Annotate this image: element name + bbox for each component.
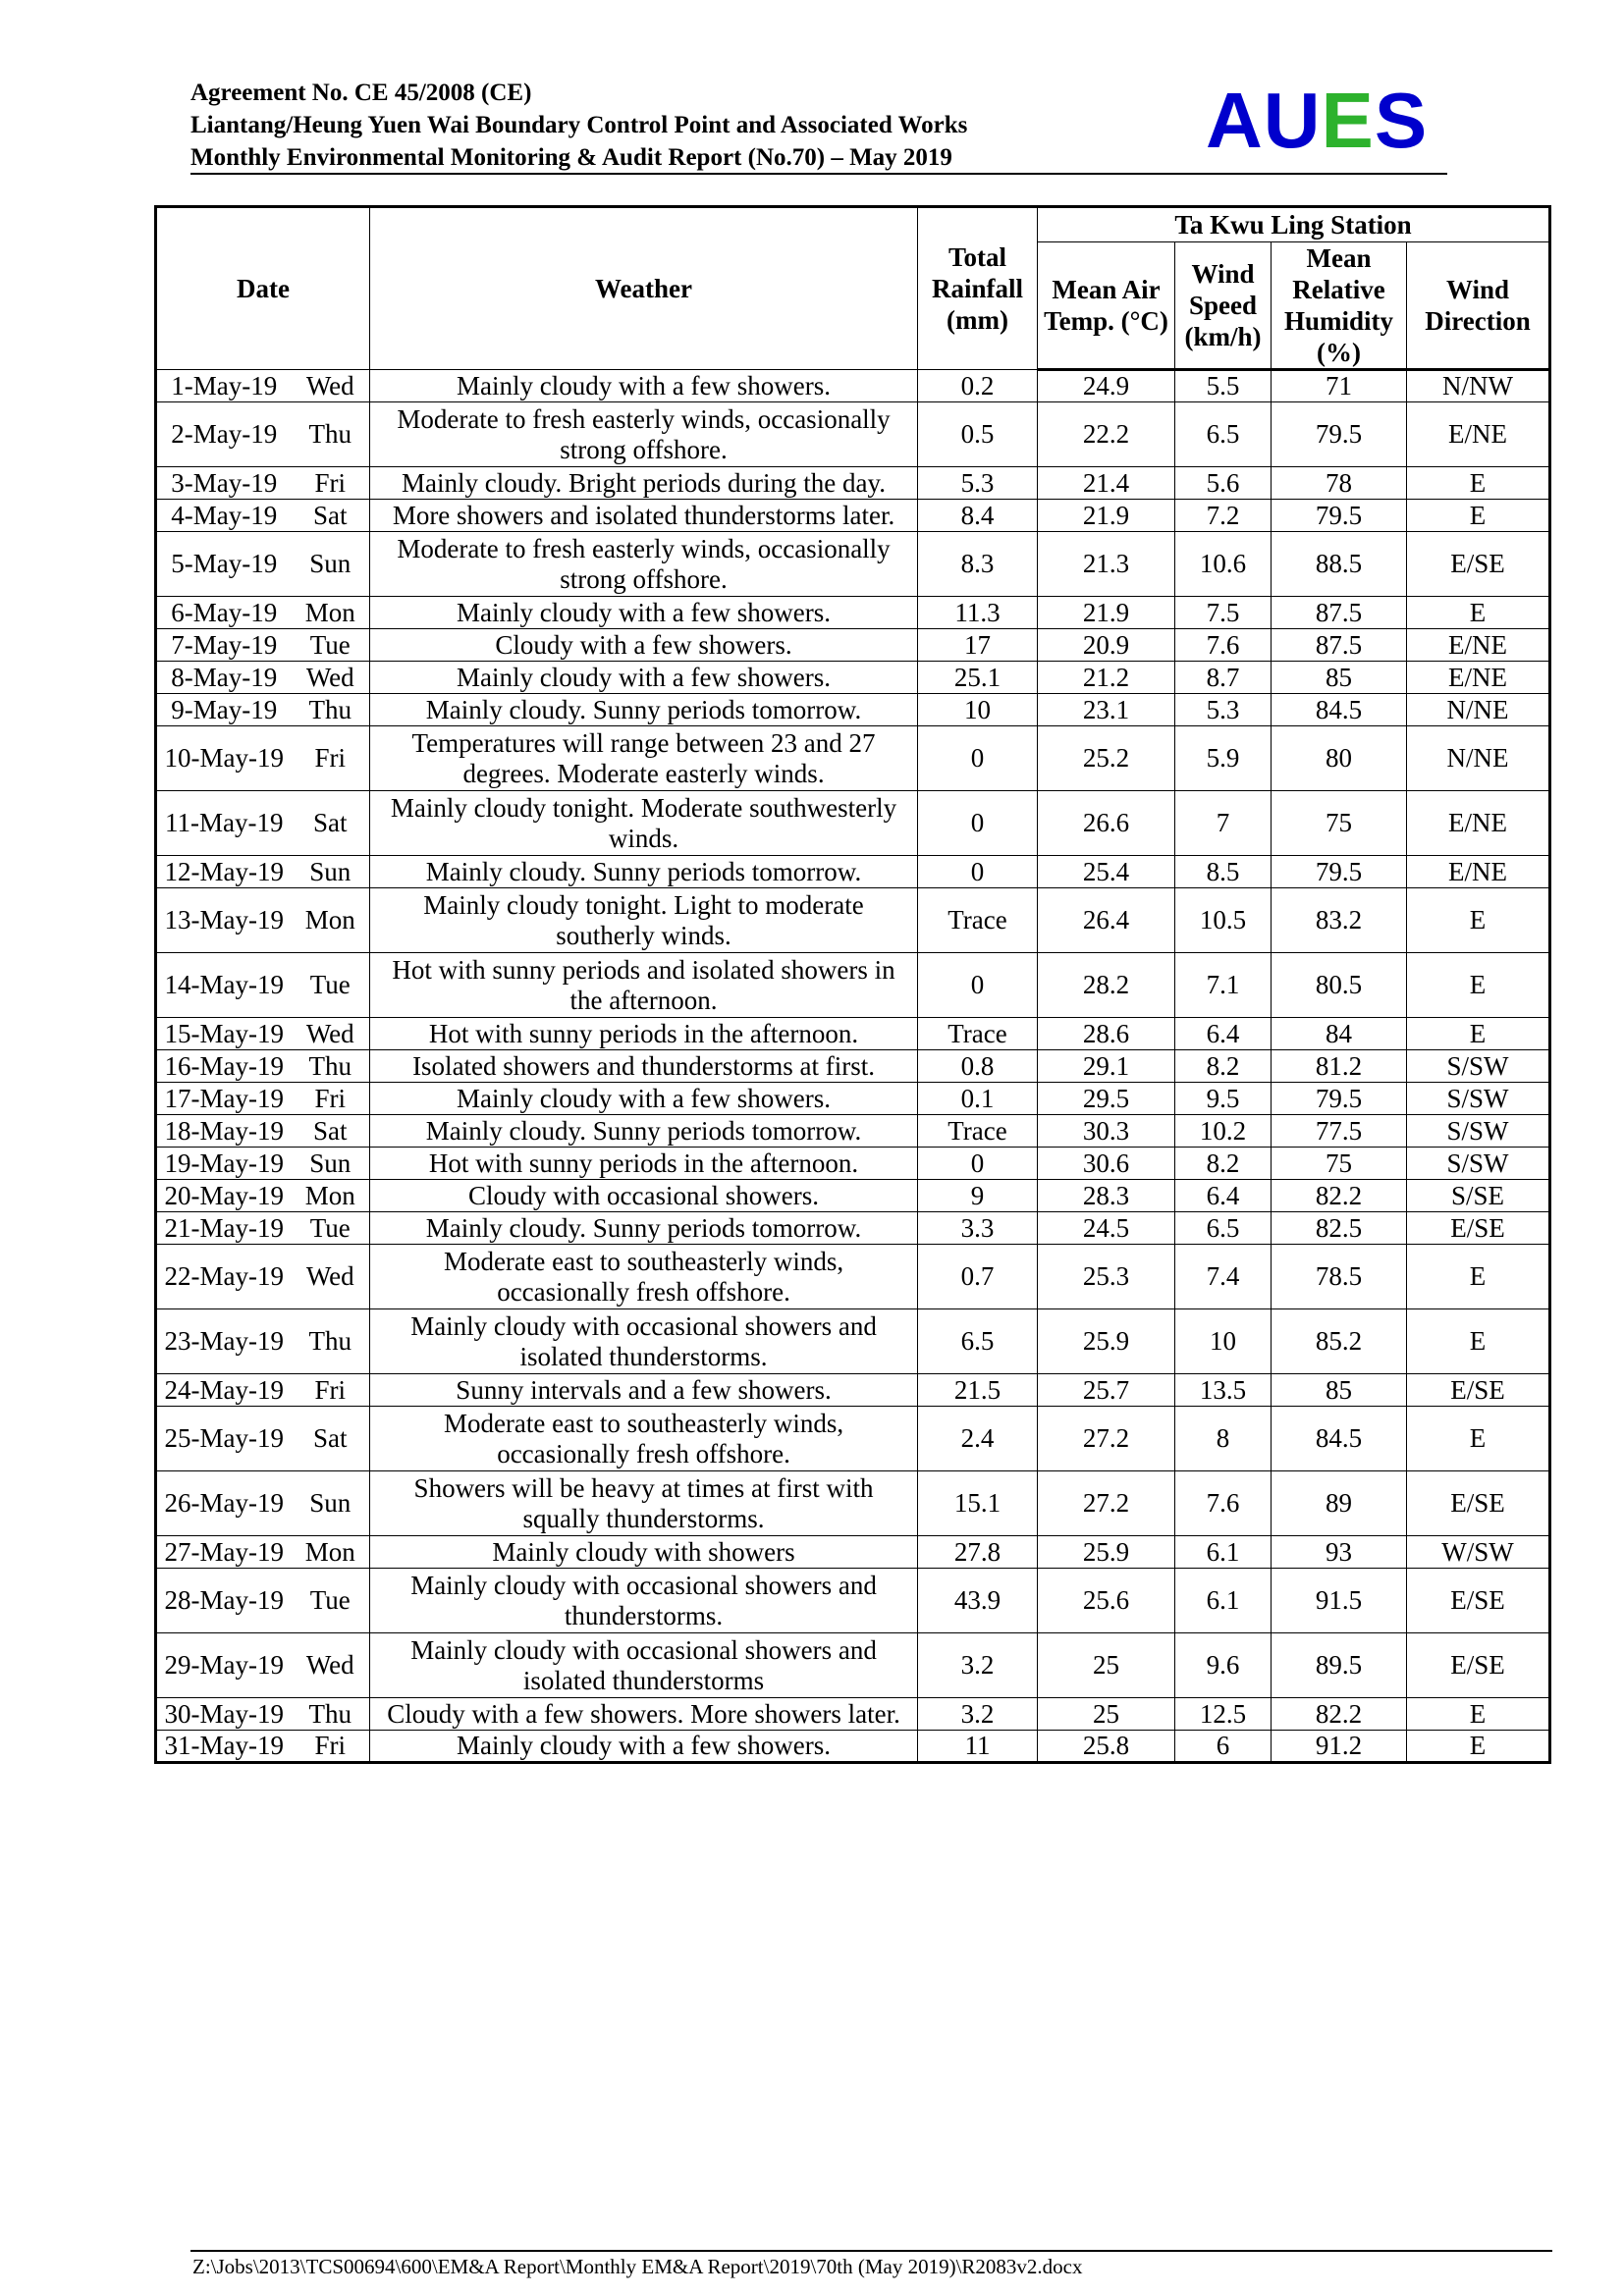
rainfall-cell: 11 xyxy=(918,1731,1038,1763)
header-divider xyxy=(190,173,1447,175)
table-row xyxy=(156,1309,1550,1374)
day-cell: Wed xyxy=(292,1018,370,1050)
temp-cell: 25.7 xyxy=(1038,1374,1175,1407)
weather-cell: Mainly cloudy with a few showers. xyxy=(370,1083,918,1115)
day-cell: Fri xyxy=(292,1083,370,1115)
date-cell: 21-May-19 xyxy=(156,1212,292,1245)
table-row xyxy=(156,726,1550,791)
rainfall-cell: 8.3 xyxy=(918,532,1038,597)
humidity-cell: 75 xyxy=(1272,1148,1407,1180)
logo-text-blue-2: S xyxy=(1374,77,1429,164)
humidity-cell: 85 xyxy=(1272,662,1407,694)
table-row xyxy=(156,1471,1550,1536)
header-temp: Mean Air Temp. (°C) xyxy=(1038,242,1175,370)
temp-cell: 21.4 xyxy=(1038,467,1175,500)
humidity-cell: 82.2 xyxy=(1272,1698,1407,1731)
temp-cell: 22.2 xyxy=(1038,402,1175,467)
rainfall-cell: 9 xyxy=(918,1180,1038,1212)
weather-cell: Mainly cloudy with occasional showers and isolated thunderstorms. xyxy=(370,1309,918,1374)
wind-speed-cell: 6.1 xyxy=(1175,1536,1272,1569)
table-row xyxy=(156,1698,1550,1731)
weather-cell: More showers and isolated thunderstorms later. xyxy=(370,500,918,532)
weather-cell: Mainly cloudy with a few showers. xyxy=(370,1731,918,1763)
date-cell: 7-May-19 xyxy=(156,629,292,662)
table-row xyxy=(156,402,1550,467)
wind-direction-cell: E xyxy=(1407,467,1550,500)
day-cell: Mon xyxy=(292,1180,370,1212)
humidity-cell: 79.5 xyxy=(1272,500,1407,532)
rainfall-cell: 17 xyxy=(918,629,1038,662)
date-cell: 13-May-19 xyxy=(156,888,292,953)
temp-cell: 24.5 xyxy=(1038,1212,1175,1245)
logo-text-green: E xyxy=(1321,77,1375,164)
rainfall-cell: 21.5 xyxy=(918,1374,1038,1407)
humidity-cell: 89.5 xyxy=(1272,1633,1407,1698)
weather-cell: Moderate east to southeasterly winds, occasionally fresh offshore. xyxy=(370,1407,918,1471)
table-row xyxy=(156,1374,1550,1407)
table-row xyxy=(156,1083,1550,1115)
weather-cell: Mainly cloudy with a few showers. xyxy=(370,597,918,629)
temp-cell: 26.6 xyxy=(1038,791,1175,856)
humidity-cell: 88.5 xyxy=(1272,532,1407,597)
wind-direction-cell: S/SE xyxy=(1407,1180,1550,1212)
header-weather: Weather xyxy=(370,207,918,370)
day-cell: Sun xyxy=(292,1471,370,1536)
table-row xyxy=(156,500,1550,532)
rainfall-cell: 0 xyxy=(918,953,1038,1018)
rainfall-cell: 0.2 xyxy=(918,370,1038,402)
wind-direction-cell: E/SE xyxy=(1407,1633,1550,1698)
weather-cell: Moderate east to southeasterly winds, occasionally fresh offshore. xyxy=(370,1245,918,1309)
day-cell: Thu xyxy=(292,1050,370,1083)
humidity-cell: 80 xyxy=(1272,726,1407,791)
temp-cell: 29.1 xyxy=(1038,1050,1175,1083)
wind-speed-cell: 5.6 xyxy=(1175,467,1272,500)
humidity-cell: 79.5 xyxy=(1272,1083,1407,1115)
day-cell: Tue xyxy=(292,629,370,662)
wind-direction-cell: E/SE xyxy=(1407,1212,1550,1245)
wind-direction-cell: N/NE xyxy=(1407,694,1550,726)
rainfall-cell: 0 xyxy=(918,791,1038,856)
humidity-cell: 78 xyxy=(1272,467,1407,500)
aues-logo xyxy=(1206,77,1428,165)
report-title: Monthly Environmental Monitoring & Audit Report (No.70) – May 2019 xyxy=(190,144,952,171)
temp-cell: 27.2 xyxy=(1038,1407,1175,1471)
day-cell: Tue xyxy=(292,953,370,1018)
wind-speed-cell: 7.5 xyxy=(1175,597,1272,629)
agreement-number: Agreement No. CE 45/2008 (CE) xyxy=(190,80,532,106)
table-row xyxy=(156,1180,1550,1212)
temp-cell: 25 xyxy=(1038,1633,1175,1698)
date-cell: 24-May-19 xyxy=(156,1374,292,1407)
humidity-cell: 85.2 xyxy=(1272,1309,1407,1374)
file-path: Z:\Jobs\2013\TCS00694\600\EM&A Report\Monthly EM&A Report\2019\70th (May 2019)\R2083v2.docx xyxy=(192,2255,1083,2278)
day-cell: Sun xyxy=(292,1148,370,1180)
humidity-cell: 82.5 xyxy=(1272,1212,1407,1245)
wind-direction-cell: E/NE xyxy=(1407,402,1550,467)
wind-speed-cell: 7.4 xyxy=(1175,1245,1272,1309)
wind-direction-cell: E xyxy=(1407,953,1550,1018)
rainfall-cell: 0.5 xyxy=(918,402,1038,467)
wind-speed-cell: 8.2 xyxy=(1175,1148,1272,1180)
temp-cell: 30.6 xyxy=(1038,1148,1175,1180)
day-cell: Mon xyxy=(292,597,370,629)
date-cell: 4-May-19 xyxy=(156,500,292,532)
date-cell: 3-May-19 xyxy=(156,467,292,500)
day-cell: Sat xyxy=(292,1407,370,1471)
wind-speed-cell: 12.5 xyxy=(1175,1698,1272,1731)
day-cell: Tue xyxy=(292,1212,370,1245)
wind-direction-cell: E xyxy=(1407,1407,1550,1471)
rainfall-cell: 10 xyxy=(918,694,1038,726)
rainfall-cell: 11.3 xyxy=(918,597,1038,629)
table-row xyxy=(156,1407,1550,1471)
day-cell: Thu xyxy=(292,694,370,726)
wind-direction-cell: W/SW xyxy=(1407,1536,1550,1569)
humidity-cell: 71 xyxy=(1272,370,1407,402)
wind-direction-cell: E xyxy=(1407,1731,1550,1763)
humidity-cell: 82.2 xyxy=(1272,1180,1407,1212)
table-row xyxy=(156,597,1550,629)
date-cell: 27-May-19 xyxy=(156,1536,292,1569)
humidity-cell: 87.5 xyxy=(1272,597,1407,629)
table-row xyxy=(156,1245,1550,1309)
temp-cell: 25.9 xyxy=(1038,1309,1175,1374)
wind-speed-cell: 6.4 xyxy=(1175,1180,1272,1212)
wind-speed-cell: 5.3 xyxy=(1175,694,1272,726)
header-humidity: Mean Relative Humidity (%) xyxy=(1272,242,1407,370)
table-row xyxy=(156,888,1550,953)
weather-cell: Mainly cloudy. Sunny periods tomorrow. xyxy=(370,1212,918,1245)
rainfall-cell: 6.5 xyxy=(918,1309,1038,1374)
wind-direction-cell: E/SE xyxy=(1407,1374,1550,1407)
weather-cell: Mainly cloudy with showers xyxy=(370,1536,918,1569)
wind-direction-cell: S/SW xyxy=(1407,1083,1550,1115)
day-cell: Wed xyxy=(292,370,370,402)
date-cell: 26-May-19 xyxy=(156,1471,292,1536)
weather-cell: Mainly cloudy with occasional showers and thunderstorms. xyxy=(370,1569,918,1633)
weather-cell: Moderate to fresh easterly winds, occasionally strong offshore. xyxy=(370,532,918,597)
rainfall-cell: 0.8 xyxy=(918,1050,1038,1083)
wind-speed-cell: 6.5 xyxy=(1175,1212,1272,1245)
wind-direction-cell: N/NE xyxy=(1407,726,1550,791)
table-row xyxy=(156,532,1550,597)
table-row xyxy=(156,1050,1550,1083)
temp-cell: 26.4 xyxy=(1038,888,1175,953)
day-cell: Wed xyxy=(292,662,370,694)
header-station: Ta Kwu Ling Station xyxy=(1038,207,1550,242)
weather-cell: Moderate to fresh easterly winds, occasionally strong offshore. xyxy=(370,402,918,467)
day-cell: Sun xyxy=(292,856,370,888)
day-cell: Wed xyxy=(292,1633,370,1698)
weather-cell: Mainly cloudy with a few showers. xyxy=(370,370,918,402)
day-cell: Fri xyxy=(292,726,370,791)
wind-speed-cell: 6.5 xyxy=(1175,402,1272,467)
humidity-cell: 79.5 xyxy=(1272,856,1407,888)
rainfall-cell: 0 xyxy=(918,1148,1038,1180)
weather-cell: Mainly cloudy. Sunny periods tomorrow. xyxy=(370,694,918,726)
temp-cell: 25 xyxy=(1038,1698,1175,1731)
humidity-cell: 84 xyxy=(1272,1018,1407,1050)
humidity-cell: 84.5 xyxy=(1272,694,1407,726)
wind-direction-cell: E xyxy=(1407,1309,1550,1374)
date-cell: 25-May-19 xyxy=(156,1407,292,1471)
table-row xyxy=(156,1212,1550,1245)
day-cell: Mon xyxy=(292,888,370,953)
temp-cell: 29.5 xyxy=(1038,1083,1175,1115)
wind-speed-cell: 5.9 xyxy=(1175,726,1272,791)
weather-cell: Mainly cloudy. Sunny periods tomorrow. xyxy=(370,856,918,888)
day-cell: Sat xyxy=(292,1115,370,1148)
date-cell: 17-May-19 xyxy=(156,1083,292,1115)
rainfall-cell: 15.1 xyxy=(918,1471,1038,1536)
table-row xyxy=(156,467,1550,500)
temp-cell: 30.3 xyxy=(1038,1115,1175,1148)
table-row xyxy=(156,370,1550,402)
date-cell: 30-May-19 xyxy=(156,1698,292,1731)
header-rainfall: Total Rainfall (mm) xyxy=(918,207,1038,370)
wind-speed-cell: 8 xyxy=(1175,1407,1272,1471)
day-cell: Thu xyxy=(292,1309,370,1374)
date-cell: 6-May-19 xyxy=(156,597,292,629)
humidity-cell: 77.5 xyxy=(1272,1115,1407,1148)
humidity-cell: 91.5 xyxy=(1272,1569,1407,1633)
wind-speed-cell: 7 xyxy=(1175,791,1272,856)
wind-direction-cell: S/SW xyxy=(1407,1115,1550,1148)
wind-direction-cell: S/SW xyxy=(1407,1050,1550,1083)
table-row xyxy=(156,1148,1550,1180)
weather-cell: Cloudy with a few showers. More showers later. xyxy=(370,1698,918,1731)
day-cell: Sun xyxy=(292,532,370,597)
table-row xyxy=(156,1536,1550,1569)
wind-direction-cell: E/NE xyxy=(1407,791,1550,856)
date-cell: 29-May-19 xyxy=(156,1633,292,1698)
rainfall-cell: 5.3 xyxy=(918,467,1038,500)
day-cell: Fri xyxy=(292,467,370,500)
date-cell: 12-May-19 xyxy=(156,856,292,888)
weather-cell: Hot with sunny periods in the afternoon. xyxy=(370,1148,918,1180)
weather-cell: Temperatures will range between 23 and 27 degrees. Moderate easterly winds. xyxy=(370,726,918,791)
wind-direction-cell: E/SE xyxy=(1407,1569,1550,1633)
date-cell: 28-May-19 xyxy=(156,1569,292,1633)
rainfall-cell: 3.2 xyxy=(918,1698,1038,1731)
wind-direction-cell: E/NE xyxy=(1407,856,1550,888)
wind-speed-cell: 7.2 xyxy=(1175,500,1272,532)
humidity-cell: 87.5 xyxy=(1272,629,1407,662)
wind-direction-cell: E/NE xyxy=(1407,662,1550,694)
weather-cell: Mainly cloudy. Sunny periods tomorrow. xyxy=(370,1115,918,1148)
humidity-cell: 83.2 xyxy=(1272,888,1407,953)
table-row xyxy=(156,694,1550,726)
weather-cell: Mainly cloudy tonight. Light to moderate southerly winds. xyxy=(370,888,918,953)
table-row xyxy=(156,662,1550,694)
humidity-cell: 79.5 xyxy=(1272,402,1407,467)
date-cell: 20-May-19 xyxy=(156,1180,292,1212)
wind-speed-cell: 10.2 xyxy=(1175,1115,1272,1148)
temp-cell: 27.2 xyxy=(1038,1471,1175,1536)
wind-direction-cell: E xyxy=(1407,500,1550,532)
rainfall-cell: 3.2 xyxy=(918,1633,1038,1698)
temp-cell: 24.9 xyxy=(1038,370,1175,402)
table-row xyxy=(156,856,1550,888)
footer-divider xyxy=(190,2250,1552,2252)
wind-speed-cell: 9.6 xyxy=(1175,1633,1272,1698)
humidity-cell: 78.5 xyxy=(1272,1245,1407,1309)
wind-direction-cell: E xyxy=(1407,597,1550,629)
wind-direction-cell: E/SE xyxy=(1407,532,1550,597)
date-cell: 1-May-19 xyxy=(156,370,292,402)
date-cell: 19-May-19 xyxy=(156,1148,292,1180)
temp-cell: 25.6 xyxy=(1038,1569,1175,1633)
temp-cell: 25.8 xyxy=(1038,1731,1175,1763)
date-cell: 9-May-19 xyxy=(156,694,292,726)
table-row xyxy=(156,953,1550,1018)
weather-cell: Mainly cloudy. Bright periods during the day. xyxy=(370,467,918,500)
table-row xyxy=(156,629,1550,662)
rainfall-cell: Trace xyxy=(918,1115,1038,1148)
table-row xyxy=(156,1115,1550,1148)
weather-cell: Mainly cloudy with a few showers. xyxy=(370,662,918,694)
date-cell: 31-May-19 xyxy=(156,1731,292,1763)
wind-speed-cell: 8.2 xyxy=(1175,1050,1272,1083)
wind-speed-cell: 7.6 xyxy=(1175,1471,1272,1536)
date-cell: 22-May-19 xyxy=(156,1245,292,1309)
temp-cell: 25.9 xyxy=(1038,1536,1175,1569)
header-wind-direction: Wind Direction xyxy=(1407,242,1550,370)
date-cell: 18-May-19 xyxy=(156,1115,292,1148)
temp-cell: 25.3 xyxy=(1038,1245,1175,1309)
temp-cell: 28.2 xyxy=(1038,953,1175,1018)
rainfall-cell: Trace xyxy=(918,888,1038,953)
table-row xyxy=(156,1633,1550,1698)
wind-speed-cell: 6 xyxy=(1175,1731,1272,1763)
weather-cell: Isolated showers and thunderstorms at first. xyxy=(370,1050,918,1083)
day-cell: Thu xyxy=(292,1698,370,1731)
table-row xyxy=(156,791,1550,856)
humidity-cell: 91.2 xyxy=(1272,1731,1407,1763)
wind-direction-cell: E/SE xyxy=(1407,1471,1550,1536)
date-cell: 10-May-19 xyxy=(156,726,292,791)
wind-speed-cell: 7.1 xyxy=(1175,953,1272,1018)
temp-cell: 25.2 xyxy=(1038,726,1175,791)
date-cell: 14-May-19 xyxy=(156,953,292,1018)
wind-direction-cell: E xyxy=(1407,888,1550,953)
table-row xyxy=(156,1731,1550,1763)
day-cell: Thu xyxy=(292,402,370,467)
day-cell: Fri xyxy=(292,1731,370,1763)
wind-direction-cell: E xyxy=(1407,1245,1550,1309)
wind-speed-cell: 9.5 xyxy=(1175,1083,1272,1115)
wind-direction-cell: E xyxy=(1407,1018,1550,1050)
humidity-cell: 84.5 xyxy=(1272,1407,1407,1471)
weather-cell: Mainly cloudy with occasional showers and isolated thunderstorms xyxy=(370,1633,918,1698)
wind-speed-cell: 7.6 xyxy=(1175,629,1272,662)
wind-speed-cell: 13.5 xyxy=(1175,1374,1272,1407)
humidity-cell: 81.2 xyxy=(1272,1050,1407,1083)
rainfall-cell: 43.9 xyxy=(918,1569,1038,1633)
weather-cell: Cloudy with occasional showers. xyxy=(370,1180,918,1212)
wind-speed-cell: 5.5 xyxy=(1175,370,1272,402)
humidity-cell: 75 xyxy=(1272,791,1407,856)
temp-cell: 21.9 xyxy=(1038,597,1175,629)
wind-speed-cell: 10.5 xyxy=(1175,888,1272,953)
rainfall-cell: 27.8 xyxy=(918,1536,1038,1569)
temp-cell: 25.4 xyxy=(1038,856,1175,888)
temp-cell: 23.1 xyxy=(1038,694,1175,726)
day-cell: Fri xyxy=(292,1374,370,1407)
date-cell: 2-May-19 xyxy=(156,402,292,467)
day-cell: Tue xyxy=(292,1569,370,1633)
rainfall-cell: 0.7 xyxy=(918,1245,1038,1309)
day-cell: Wed xyxy=(292,1245,370,1309)
header-date: Date xyxy=(156,207,370,370)
date-cell: 16-May-19 xyxy=(156,1050,292,1083)
wind-direction-cell: E/NE xyxy=(1407,629,1550,662)
table-row xyxy=(156,1569,1550,1633)
weather-cell: Hot with sunny periods and isolated showers in the afternoon. xyxy=(370,953,918,1018)
rainfall-cell: Trace xyxy=(918,1018,1038,1050)
temp-cell: 21.9 xyxy=(1038,500,1175,532)
rainfall-cell: 2.4 xyxy=(918,1407,1038,1471)
date-cell: 23-May-19 xyxy=(156,1309,292,1374)
weather-table-body xyxy=(156,370,1550,1763)
temp-cell: 28.6 xyxy=(1038,1018,1175,1050)
date-cell: 5-May-19 xyxy=(156,532,292,597)
wind-speed-cell: 10 xyxy=(1175,1309,1272,1374)
weather-cell: Cloudy with a few showers. xyxy=(370,629,918,662)
wind-direction-cell: N/NW xyxy=(1407,370,1550,402)
weather-cell: Hot with sunny periods in the afternoon. xyxy=(370,1018,918,1050)
rainfall-cell: 0 xyxy=(918,726,1038,791)
header-wind-speed: Wind Speed (km/h) xyxy=(1175,242,1272,370)
logo-text-blue-1: AU xyxy=(1206,77,1322,164)
humidity-cell: 93 xyxy=(1272,1536,1407,1569)
day-cell: Mon xyxy=(292,1536,370,1569)
wind-speed-cell: 10.6 xyxy=(1175,532,1272,597)
wind-speed-cell: 8.5 xyxy=(1175,856,1272,888)
day-cell: Sat xyxy=(292,791,370,856)
wind-direction-cell: E xyxy=(1407,1698,1550,1731)
humidity-cell: 89 xyxy=(1272,1471,1407,1536)
wind-direction-cell: S/SW xyxy=(1407,1148,1550,1180)
rainfall-cell: 25.1 xyxy=(918,662,1038,694)
rainfall-cell: 3.3 xyxy=(918,1212,1038,1245)
wind-speed-cell: 6.4 xyxy=(1175,1018,1272,1050)
weather-cell: Mainly cloudy tonight. Moderate southwesterly winds. xyxy=(370,791,918,856)
day-cell: Sat xyxy=(292,500,370,532)
weather-cell: Showers will be heavy at times at first with squally thunderstorms. xyxy=(370,1471,918,1536)
rainfall-cell: 8.4 xyxy=(918,500,1038,532)
weather-table xyxy=(154,205,1551,1764)
project-title: Liantang/Heung Yuen Wai Boundary Control Point and Associated Works xyxy=(190,112,968,138)
humidity-cell: 85 xyxy=(1272,1374,1407,1407)
wind-speed-cell: 6.1 xyxy=(1175,1569,1272,1633)
temp-cell: 21.3 xyxy=(1038,532,1175,597)
temp-cell: 28.3 xyxy=(1038,1180,1175,1212)
table-row xyxy=(156,1018,1550,1050)
date-cell: 15-May-19 xyxy=(156,1018,292,1050)
rainfall-cell: 0.1 xyxy=(918,1083,1038,1115)
humidity-cell: 80.5 xyxy=(1272,953,1407,1018)
date-cell: 11-May-19 xyxy=(156,791,292,856)
rainfall-cell: 0 xyxy=(918,856,1038,888)
temp-cell: 21.2 xyxy=(1038,662,1175,694)
date-cell: 8-May-19 xyxy=(156,662,292,694)
temp-cell: 20.9 xyxy=(1038,629,1175,662)
weather-cell: Sunny intervals and a few showers. xyxy=(370,1374,918,1407)
wind-speed-cell: 8.7 xyxy=(1175,662,1272,694)
